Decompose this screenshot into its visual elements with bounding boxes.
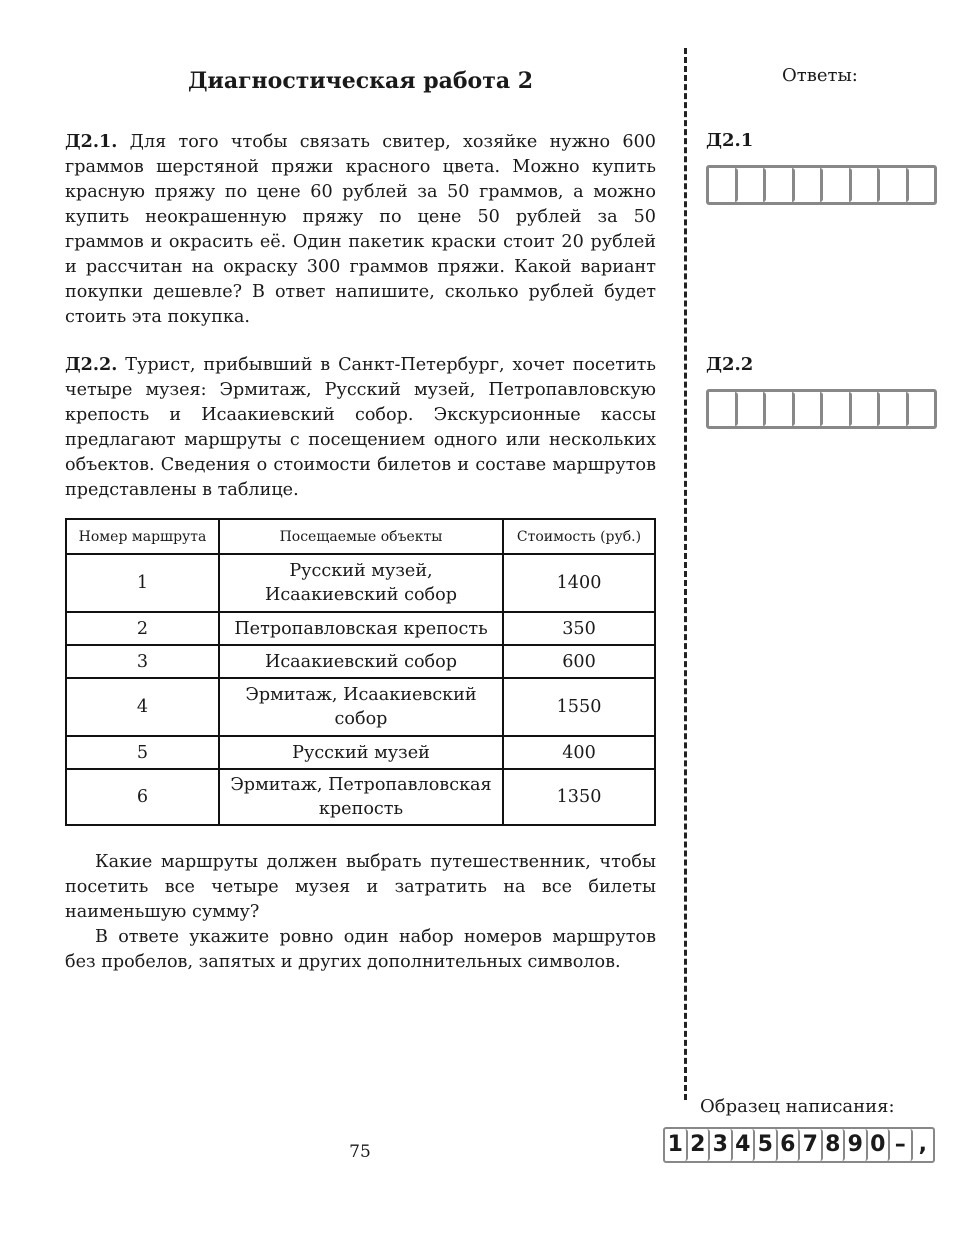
route-number: 5 (66, 736, 219, 769)
answer-label-2: Д2.2 (706, 354, 754, 375)
table-row (66, 678, 655, 736)
col-route-number: Номер маршрута (66, 519, 219, 554)
table-row (66, 769, 655, 825)
sample-char: 6 (778, 1129, 801, 1161)
table-row (66, 612, 655, 645)
sample-char: 2 (688, 1129, 711, 1161)
sample-label: Образец написания: (700, 1096, 895, 1117)
sample-char: 4 (733, 1129, 756, 1161)
route-objects: Эрмитаж, Петропавловская крепость (219, 769, 503, 825)
page-number: 75 (349, 1142, 371, 1162)
route-number: 2 (66, 612, 219, 645)
route-objects: Эрмитаж, Исаакиевский собор (219, 678, 503, 736)
sample-char: 3 (710, 1129, 733, 1161)
table-row (66, 736, 655, 769)
route-cost: 1400 (503, 554, 655, 612)
task-2 (65, 352, 656, 503)
sample-char: 8 (823, 1129, 846, 1161)
sample-char: 0 (868, 1129, 891, 1161)
task-1-text: Для того чтобы связать свитер, хозяйке нужно 600 граммов шерстяной пряжи красного цвета. Можно купить красную пряжу по цене 60 рублей за 50 граммов, а можно купить неокрашенную пряжу по цене 50 рублей за 50 граммов и окрасить её. Один пакетик краски стоит 20 рублей и рассчитан на окраску 300 граммов пряжи. Какой вариант покупки дешевле? В ответ напишите, сколько рублей будет стоить эта покупка. (65, 132, 656, 327)
route-number: 6 (66, 769, 219, 825)
route-number: 1 (66, 554, 219, 612)
route-objects: Исаакиевский собор (219, 645, 503, 678)
route-cost: 1350 (503, 769, 655, 825)
route-cost: 350 (503, 612, 655, 645)
sample-char: , (918, 1132, 927, 1157)
sample-char: 9 (845, 1129, 868, 1161)
sample-char: 7 (800, 1129, 823, 1161)
task-2-text: Турист, прибывший в Санкт-Петербург, хочет посетить четыре музея: Эрмитаж, Русский музей, Петропавловскую крепость и Исаакиевский собор. Экскурсионные кассы предлагают маршруты с посещением одного или нескольких объектов. Сведения о стоимости билетов и составе маршрутов представлены в таблице. (65, 355, 656, 500)
route-objects: Русский музей (219, 736, 503, 769)
route-objects: Русский музей, Исаакиевский собор (219, 554, 503, 612)
routes-table (65, 518, 656, 826)
answer-boxes-1[interactable] (706, 165, 937, 205)
page-title: Диагностическая работа 2 (187, 68, 534, 94)
sample-char: – (890, 1129, 913, 1161)
task-1-label: Д2.1. (65, 131, 118, 152)
route-number: 4 (66, 678, 219, 736)
table-row (66, 645, 655, 678)
answer-label-1: Д2.1 (706, 130, 754, 151)
task-2-question: Какие маршруты должен выбрать путешественник, чтобы посетить все четыре музея и затратить на все билеты наименьшую сумму? (65, 852, 656, 922)
route-cost: 400 (503, 736, 655, 769)
route-cost: 1550 (503, 678, 655, 736)
route-number: 3 (66, 645, 219, 678)
task-2-label: Д2.2. (65, 354, 118, 375)
sample-char: 5 (755, 1129, 778, 1161)
answers-title: Ответы: (782, 65, 858, 86)
sample-char: 1 (665, 1129, 688, 1161)
table-row (66, 554, 655, 612)
task-1 (65, 129, 656, 330)
task-2-instruction: В ответе укажите ровно один набор номеров маршрутов без пробелов, запятых и других дополнительных символов. (65, 927, 656, 972)
col-objects: Посещаемые объекты (219, 519, 503, 554)
col-cost: Стоимость (руб.) (503, 519, 655, 554)
route-cost: 600 (503, 645, 655, 678)
cut-line (684, 48, 687, 1100)
route-objects: Петропавловская крепость (219, 612, 503, 645)
answer-boxes-2[interactable] (706, 389, 937, 429)
